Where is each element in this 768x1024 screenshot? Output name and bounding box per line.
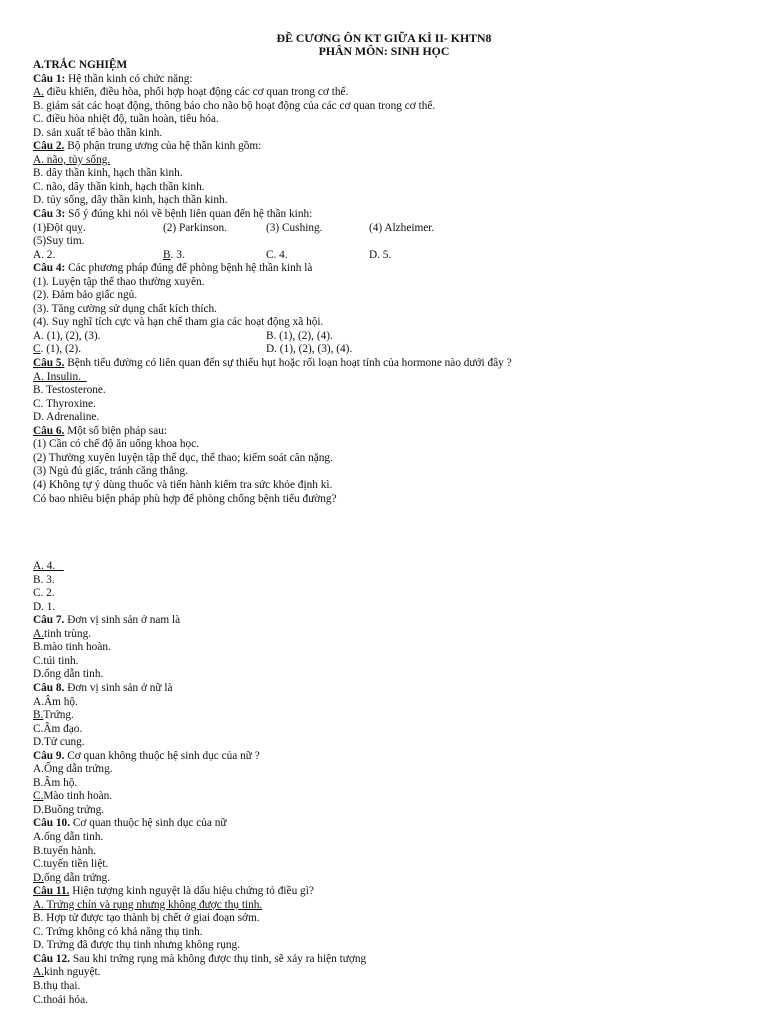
answer-c: C.Âm đạo.	[33, 722, 83, 735]
question-number: Câu 5.	[33, 357, 65, 370]
answer-a: A.Âm hộ.	[33, 695, 78, 708]
answer-a: A. điều khiển, điều hòa, phối hợp hoạt động các cơ quan trong cơ thể.	[33, 86, 349, 99]
answer-d: D.ống dẫn tinh.	[33, 668, 104, 681]
statement-4: (4) Không tự ý dùng thuốc và tiến hành kiểm tra sức khỏe định kì.	[33, 478, 333, 491]
question-number: Câu 3:	[33, 208, 66, 221]
question-3	[33, 208, 753, 222]
question-number: Câu 11.	[33, 885, 70, 898]
answer-d: D. sản xuất tế bào thần kinh.	[33, 126, 163, 139]
question-9	[33, 750, 753, 764]
answer-b: B. Testosterone.	[33, 384, 106, 397]
question-text: Bộ phận trung ương của hệ thần kinh gồm:	[64, 140, 262, 153]
question-5	[33, 357, 753, 371]
statement-3: (3). Tăng cường sử dụng chất kích thích.	[33, 302, 217, 315]
option-4: (4) Alzheimer.	[369, 221, 435, 234]
statement-4: (4). Suy nghĩ tích cực và hạn chế tham gia các hoạt động xã hội.	[33, 316, 324, 329]
question-number: Câu 6.	[33, 424, 65, 437]
answer-c: C. 4.	[266, 248, 288, 261]
answer-b: B.tuyến hành.	[33, 844, 97, 857]
question-1	[33, 73, 753, 87]
question-8	[33, 682, 753, 696]
answer-a: A.Ống dẫn trứng.	[33, 763, 113, 776]
question-number: Câu 10.	[33, 817, 71, 830]
answer-b: B. dây thần kinh, hạch thần kinh.	[33, 167, 183, 180]
answer-a	[33, 371, 753, 385]
correct-answer-marker: C.	[33, 790, 44, 803]
answer-c: C. Thyroxine.	[33, 397, 96, 410]
question-number: Câu 1:	[33, 72, 66, 85]
answer-b: B. 3.	[33, 573, 55, 586]
question-text: Đơn vị sinh sản ở nữ là	[64, 681, 173, 694]
correct-answer: A. Trứng chín và rụng nhưng không được thụ tinh.	[33, 898, 263, 911]
question-text: Số ý đúng khi nói về bệnh liên quan đến hệ thần kinh:	[65, 208, 313, 221]
answer-d: D. tủy sống, dây thần kinh, hạch thần kinh.	[33, 194, 228, 207]
answer-c: C.thoái hóa.	[33, 993, 88, 1006]
answer-d: D. Trứng đã được thụ tinh nhưng không rụng.	[33, 939, 240, 952]
answers-row	[33, 330, 753, 344]
answer-b: B. giám sát các hoạt động, thông báo cho não bộ hoạt động của các cơ quan trong cơ thể.	[33, 99, 436, 112]
answer-c: C. 2.	[33, 587, 55, 600]
correct-answer-marker: A.	[33, 86, 44, 99]
question-number: Câu 2.	[33, 140, 65, 153]
question-12	[33, 953, 753, 967]
blank-space	[33, 506, 753, 560]
correct-answer: A. 4.	[33, 560, 64, 573]
option-3: (3) Cushing.	[266, 221, 323, 234]
answer-a	[33, 899, 753, 913]
correct-answer-marker: C	[33, 343, 41, 356]
statement-2: (2) Thường xuyên luyện tập thể dục, thể thao; kiểm soát cân nặng.	[33, 451, 333, 464]
answer-b: B.mào tinh hoàn.	[33, 641, 111, 654]
question-text: Hệ thần kinh có chức năng:	[65, 72, 193, 85]
subject-title: PHÂN MÔN: SINH HỌC	[318, 44, 450, 59]
question-text: Cơ quan thuộc hệ sinh dục của nữ	[70, 817, 227, 830]
statement-2: (2). Đảm bảo giấc ngủ.	[33, 289, 138, 302]
correct-answer-marker: B	[163, 248, 171, 261]
correct-answer: A. Insulin.	[33, 370, 87, 383]
correct-answer-marker: B.	[33, 709, 44, 722]
answer-a: A.tinh trùng.	[33, 627, 92, 640]
correct-answer-marker: A.	[33, 627, 44, 640]
correct-answer: A. não, tủy sống.	[33, 153, 111, 166]
answer-d: D.ống dẫn trứng.	[33, 871, 111, 884]
question-4	[33, 262, 753, 276]
answer-b: B.Âm hộ.	[33, 776, 78, 789]
answer-c: C.Mào tinh hoàn.	[33, 790, 113, 803]
answer-a: A. 2.	[33, 248, 56, 261]
answer-a: A. (1), (2), (3).	[33, 329, 101, 342]
answers-row	[33, 249, 753, 263]
question-11	[33, 885, 753, 899]
document-body	[33, 59, 753, 1007]
answer-c: C. (1), (2).	[33, 343, 82, 356]
answer-d: D. 1.	[33, 600, 56, 613]
question-number: Câu 7.	[33, 614, 65, 627]
section-heading: A.TRẮC NGHIỆM	[33, 59, 128, 71]
question-number: Câu 9.	[33, 749, 65, 762]
document-title: ĐỀ CƯƠNG ÔN KT GIỮA KÌ II- KHTN8	[276, 31, 492, 45]
option-5: (5)Suy tim.	[33, 235, 85, 248]
answer-b: B. Hợp tử được tạo thành bị chết ở giai đoạn sớm.	[33, 912, 260, 925]
answer-c: C. Trứng không có khả năng thụ tinh.	[33, 925, 203, 938]
statement-1: (1). Luyện tập thể thao thường xuyên.	[33, 275, 205, 288]
question-2	[33, 140, 753, 154]
answer-b: B.Trứng.	[33, 709, 74, 722]
answer-c: C.túi tinh.	[33, 654, 79, 667]
question-text: Hiện tượng kinh nguyệt là dấu hiệu chứng tỏ điều gì?	[69, 885, 314, 898]
question-text: Cơ quan không thuộc hệ sinh dục của nữ ?	[64, 749, 260, 762]
question-text: Một số biện pháp sau:	[64, 424, 167, 437]
question-text: Bệnh tiểu đường có liên quan đến sự thiếu hụt hoặc rối loạn hoạt tính của hormone nào dưới đây ?	[64, 357, 512, 370]
answer-a: A.ống dẫn tinh.	[33, 830, 104, 843]
question-number: Câu 8.	[33, 681, 65, 694]
statement-1: (1) Cần có chế độ ăn uống khoa học.	[33, 438, 199, 451]
answer-b: B. (1), (2), (4).	[266, 329, 333, 342]
answer-b: B.thụ thai.	[33, 980, 81, 992]
question-number: Câu 4:	[33, 262, 66, 275]
option-2: (2) Parkinson.	[163, 221, 228, 234]
options-row	[33, 222, 753, 236]
question-7	[33, 614, 753, 628]
question-text: Sau khi trứng rụng mà không được thụ tinh, sẽ xảy ra hiện tượng	[70, 952, 367, 965]
question-text: Các phương pháp đúng để phòng bệnh hệ thần kinh là	[65, 262, 313, 275]
answer-c: C.tuyến tiền liệt.	[33, 858, 109, 871]
answer-d: D.Buồng trứng.	[33, 803, 105, 816]
answer-c: C. điều hòa nhiệt độ, tuần hoàn, tiêu hóa.	[33, 113, 219, 126]
answer-d: D. 5.	[369, 248, 392, 261]
answer-d: D. Adrenaline.	[33, 411, 100, 424]
answer-a	[33, 560, 753, 574]
answer-a	[33, 154, 753, 168]
answers-row	[33, 343, 753, 357]
option-1: (1)Đột quỵ.	[33, 221, 86, 234]
answer-d: D. (1), (2), (3), (4).	[266, 343, 353, 356]
answer-a: A.kinh nguyệt.	[33, 966, 101, 979]
answer-b: B. 3.	[163, 248, 185, 261]
statement-3: (3) Ngủ đủ giấc, tránh căng thẳng.	[33, 465, 188, 478]
question-text: Đơn vị sinh sản ở nam là	[64, 614, 181, 627]
answer-c: C. não, dây thần kinh, hạch thần kinh.	[33, 180, 205, 193]
answer-d: D.Tử cung.	[33, 736, 85, 749]
correct-answer-marker: A.	[33, 966, 44, 979]
question-10	[33, 817, 753, 831]
question-6	[33, 425, 753, 439]
document-header	[0, 32, 768, 59]
correct-answer-marker: D.	[33, 871, 44, 884]
question-number: Câu 12.	[33, 952, 71, 965]
question-prompt: Có bao nhiêu biện pháp phù hợp để phòng chống bệnh tiểu đường?	[33, 492, 337, 505]
